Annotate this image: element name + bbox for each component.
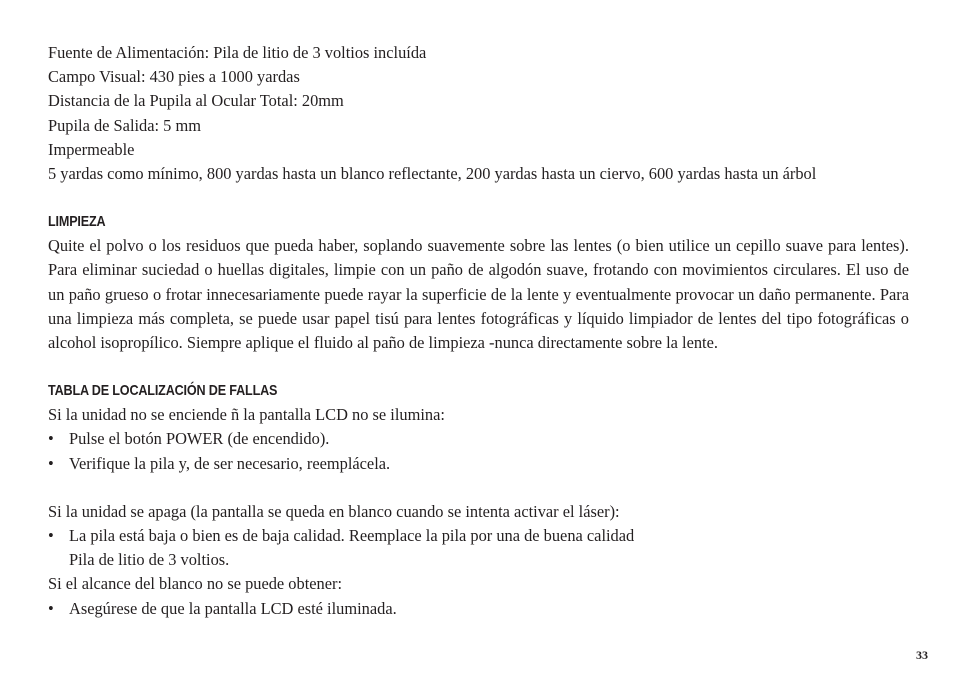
bullet-icon: • — [48, 526, 54, 546]
specifications-list — [48, 41, 909, 186]
list-item — [48, 597, 909, 621]
section-spacer — [48, 355, 909, 379]
list-item-continuation: Pila de litio de 3 voltios. — [69, 550, 230, 570]
list-item-text: Pulse el botón POWER (de encendido). — [69, 429, 330, 449]
spec-exit-pupil: Pupila de Salida: 5 mm — [48, 115, 201, 135]
cleaning-section — [48, 210, 909, 355]
spec-eye-relief: Distancia de la Pupila al Ocular Total: 20mm — [48, 91, 344, 111]
manual-page — [48, 41, 909, 621]
cleaning-paragraph: Quite el polvo o los residuos que pueda haber, soplando suavemente sobre las lentes (o bien utilice un cepillo suave para lentes). Para eliminar suciedad o huellas digitales, limpie con un paño de algodón suave, frotando con movimientos circulares. El uso de un paño grueso o frotar innecesariamente puede rayar la superficie de la lente y eventualmente provocar un daño permanente. Para una limpieza más completa, se puede usar papel tisú para lentes fotográficas y líquido limpiador de lentes del tipo fotográficas o alcohol isopropílico. Siempre aplique el fluido al paño de limpieza -nunca directamente sobre la lente. — [48, 236, 909, 353]
case2-intro: Si la unidad se apaga (la pantalla se queda en blanco cuando se intenta activar el láser): — [48, 501, 620, 521]
page-number: 33 — [916, 648, 928, 662]
list-item — [48, 427, 909, 451]
list-item-text: Asegúrese de que la pantalla LCD esté iluminada. — [69, 598, 397, 618]
troubleshooting-heading: TABLA DE LOCALIZACIÓN DE FALLAS — [48, 382, 278, 400]
list-item — [48, 452, 909, 476]
case3-intro: Si el alcance del blanco no se puede obtener: — [48, 574, 342, 594]
spec-waterproof: Impermeable — [48, 139, 135, 159]
case-spacer — [48, 476, 909, 500]
section-spacer — [48, 186, 909, 210]
list-item-text: Verifique la pila y, de ser necesario, reemplácela. — [69, 453, 391, 473]
list-item-text: La pila está baja o bien es de baja calidad. Reemplace la pila por una de buena calidad — [69, 526, 635, 546]
spec-field-of-view: Campo Visual: 430 pies a 1000 yardas — [48, 67, 300, 87]
spec-power-source: Fuente de Alimentación: Pila de litio de 3 voltios incluída — [48, 43, 427, 62]
bullet-icon: • — [48, 429, 54, 449]
bullet-icon: • — [48, 598, 54, 618]
case1-intro: Si la unidad no se enciende ñ la pantalla LCD no se ilumina: — [48, 405, 445, 425]
list-item — [48, 524, 909, 548]
bullet-icon: • — [48, 453, 54, 473]
troubleshooting-section — [48, 379, 909, 621]
cleaning-heading: LIMPIEZA — [48, 213, 106, 231]
spec-range: 5 yardas como mínimo, 800 yardas hasta un blanco reflectante, 200 yardas hasta un ciervo, 600 yardas hasta un árbol — [48, 164, 817, 184]
